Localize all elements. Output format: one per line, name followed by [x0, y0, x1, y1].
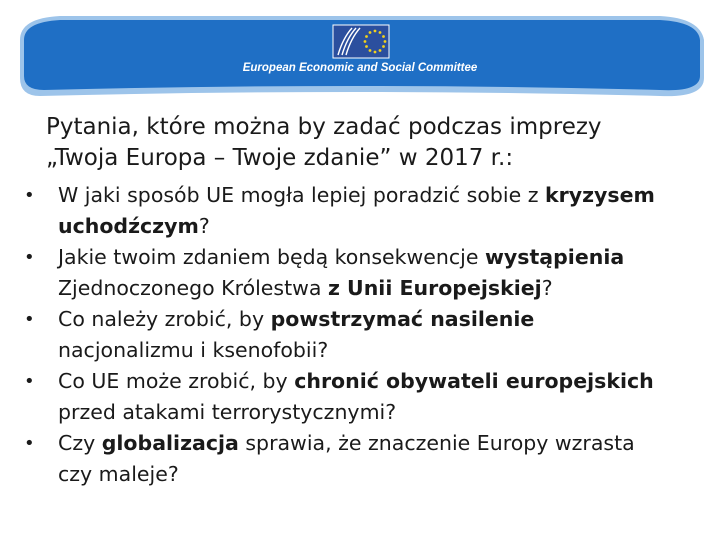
question-line	[58, 335, 712, 366]
text-segment: Zjednoczonego Królestwa	[58, 276, 328, 300]
text-segment: sprawia, że znaczenie Europy wzrasta	[238, 431, 635, 455]
header-banner	[0, 0, 720, 110]
bold-segment: chronić obywateli europejskich	[294, 369, 654, 393]
question-item	[22, 180, 712, 242]
text-segment: Co należy zrobić, by	[58, 307, 271, 331]
text-segment: W jaki sposób UE mogła lepiej poradzić sobie z	[58, 183, 545, 207]
text-segment: czy maleje?	[58, 462, 179, 486]
question-line	[58, 397, 712, 428]
bold-segment: powstrzymać nasilenie	[270, 307, 535, 331]
bullet-marker: •	[24, 371, 35, 392]
text-segment: Jakie twoim zdaniem będą konsekwencje	[58, 245, 485, 269]
banner-background	[0, 0, 720, 110]
title-line-2: „Twoja Europa – Twoje zdanie” w 2017 r.:	[46, 145, 514, 171]
question-line	[58, 242, 712, 273]
question-line	[58, 211, 712, 242]
eesc-logo-icon	[333, 25, 389, 58]
question-item	[22, 428, 712, 490]
bold-segment: uchodźczym	[58, 214, 199, 238]
text-segment: Czy	[58, 431, 102, 455]
question-list	[22, 180, 712, 490]
text-segment: ?	[541, 276, 553, 300]
bold-segment: wystąpienia	[484, 245, 625, 269]
bold-segment: z Unii Europejskiej	[327, 276, 542, 300]
question-line	[58, 180, 712, 211]
organization-name: European Economic and Social Committee	[242, 62, 478, 74]
bullet-marker: •	[24, 433, 35, 454]
question-line	[58, 304, 712, 335]
text-segment: przed atakami terrorystycznymi?	[58, 400, 397, 424]
text-segment: ?	[198, 214, 210, 238]
slide-title	[46, 112, 696, 174]
question-item	[22, 304, 712, 366]
title-line-1: Pytania, które można by zadać podczas imprezy	[46, 114, 602, 140]
question-line	[58, 366, 712, 397]
question-line	[58, 273, 712, 304]
question-item	[22, 366, 712, 428]
question-line	[58, 459, 712, 490]
question-line	[58, 428, 712, 459]
bullet-marker: •	[24, 185, 35, 206]
bullet-marker: •	[24, 309, 35, 330]
text-segment: Co UE może zrobić, by	[58, 369, 295, 393]
text-segment: nacjonalizmu i ksenofobii?	[58, 338, 329, 362]
question-item	[22, 242, 712, 304]
bullet-marker: •	[24, 247, 35, 268]
bold-segment: globalizacja	[101, 431, 239, 455]
bold-segment: kryzysem	[545, 183, 655, 207]
